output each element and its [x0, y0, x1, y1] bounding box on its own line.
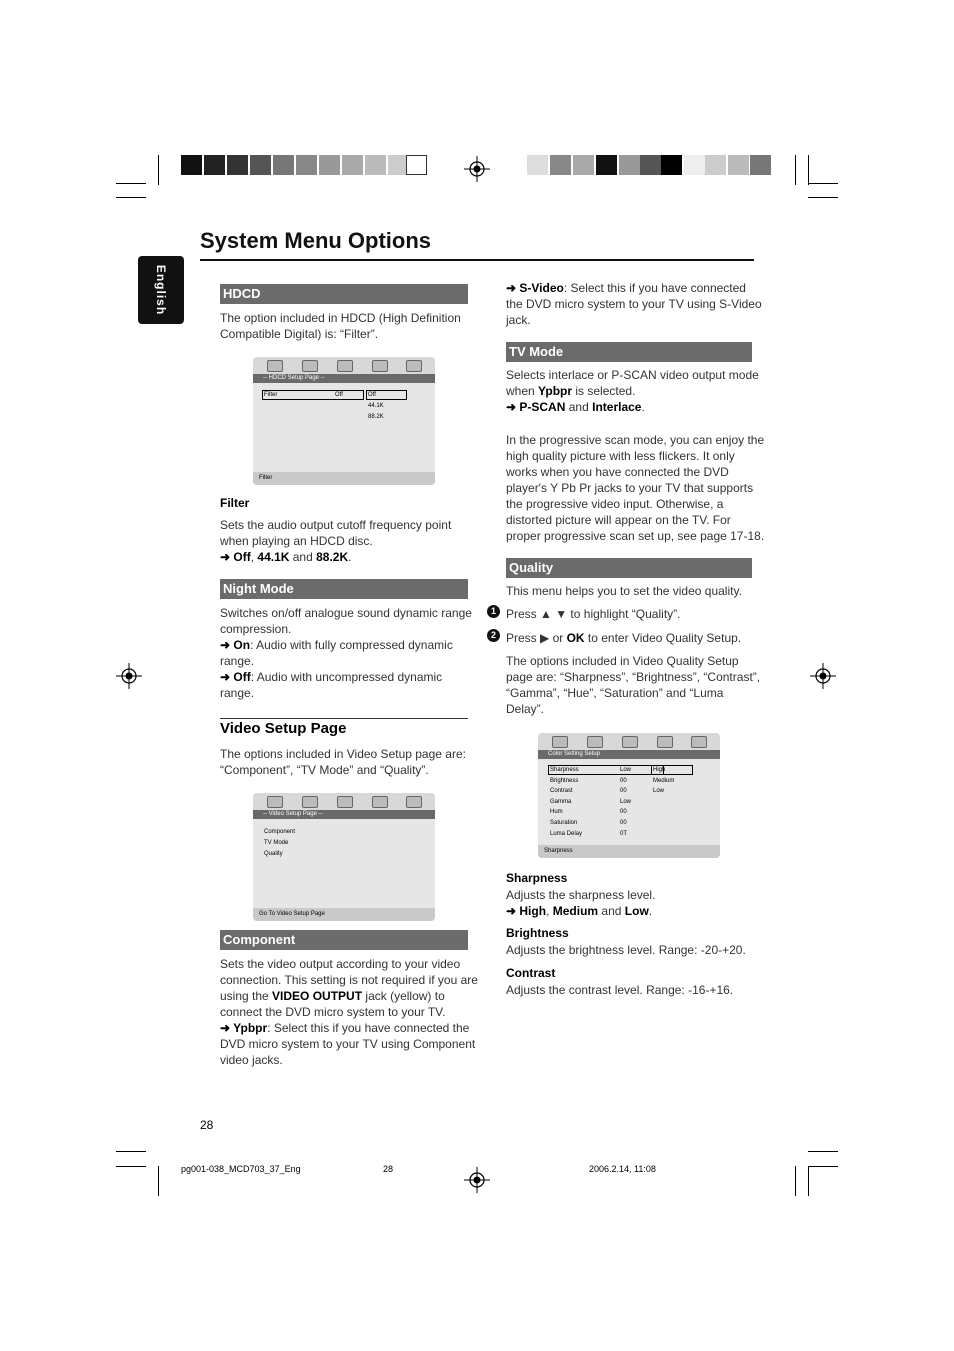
- crop-mark: [116, 183, 146, 184]
- title-rule: [200, 259, 754, 261]
- step-1-badge: 1: [487, 605, 500, 618]
- general-setup-icon: [267, 796, 283, 808]
- crop-mark: [808, 1166, 809, 1196]
- audio-setup-icon: [302, 360, 318, 372]
- video-setup-screen: [253, 793, 435, 921]
- crop-mark: [808, 1151, 838, 1152]
- screen-page-title: Color Setting Setup: [538, 750, 720, 759]
- screen-row-label: Brightness: [550, 778, 579, 784]
- quality-intro: This menu helps you to set the video quality.: [506, 584, 742, 598]
- screen-row-value: Low: [620, 767, 632, 773]
- screen-row-label: Sharpness: [550, 767, 579, 773]
- crop-mark: [158, 155, 159, 185]
- crop-mark: [158, 1166, 159, 1196]
- screen-row-value: Low: [620, 799, 632, 805]
- screen-row-label: Hum: [550, 809, 563, 815]
- sharpness-heading: Sharpness: [506, 871, 568, 885]
- screen-row-label: Luma Delay: [550, 831, 583, 837]
- screen-row-value: Off: [335, 392, 343, 398]
- night-mode-description: Switches on/off analogue sound dynamic range compression. ➜ On: Audio with fully compressed dynamic range. ➜ Off: Audio with uncompressed dynamic range.: [220, 606, 472, 700]
- crop-mark: [795, 155, 796, 185]
- dolby-setup-icon: [337, 360, 353, 372]
- screen-option: Medium: [653, 778, 675, 784]
- screen-option: High: [653, 767, 666, 773]
- general-setup-icon: [267, 360, 283, 372]
- screen-row-value: 00: [620, 778, 627, 784]
- screen-icon-bar: [253, 793, 435, 810]
- section-rule: [220, 718, 468, 719]
- crop-mark: [116, 197, 146, 198]
- video-setup-heading: Video Setup Page: [220, 720, 347, 737]
- hdcd-header: HDCD: [220, 284, 468, 304]
- general-setup-icon: [552, 736, 568, 748]
- screen-row-value: 00: [620, 788, 627, 794]
- color-setting-screen: [538, 733, 720, 858]
- screen-footer: Go To Video Setup Page: [253, 908, 435, 921]
- contrast-heading: Contrast: [506, 966, 556, 980]
- quality-options-text: The options included in Video Quality Setup page are: “Sharpness”, “Brightness”, “Contrast”, “Gamma”, “Hue”, “Saturation” and “Luma Delay”.: [506, 654, 761, 716]
- crop-mark: [116, 1166, 146, 1167]
- brightness-heading: Brightness: [506, 926, 569, 940]
- language-tab-label: English: [154, 264, 168, 316]
- lock-icon: [691, 736, 707, 748]
- video-setup-icon: [657, 736, 673, 748]
- lock-icon: [406, 360, 422, 372]
- filter-description: Sets the audio output cutoff frequency point when playing an HDCD disc. ➜ Off, 44.1K and 88.2K.: [220, 518, 452, 564]
- screen-footer: Filter: [253, 472, 435, 485]
- screen-menu-item: Component: [264, 829, 296, 835]
- footer-date: 2006.2.14, 11:08: [589, 1164, 656, 1174]
- step-2-badge: 2: [487, 629, 500, 642]
- component-description: Sets the video output according to your video connection. This setting is not required if you are using the VIDEO OUTPUT jack (yellow) to connect the DVD micro system to your TV. ➜ Ypbpr: Select this if you have connected the DVD micro system to your TV using Component video jacks.: [220, 957, 478, 1067]
- screen-option: Low: [653, 788, 665, 794]
- audio-setup-icon: [302, 796, 318, 808]
- registration-mark-icon: [116, 663, 142, 689]
- dolby-setup-icon: [622, 736, 638, 748]
- screen-footer: Sharpness: [538, 845, 720, 858]
- screen-menu-item: Quality: [264, 851, 283, 857]
- registration-mark-icon: [464, 156, 490, 182]
- quality-header: Quality: [506, 558, 752, 578]
- tv-mode-header: TV Mode: [506, 342, 752, 362]
- registration-mark-icon: [464, 1167, 490, 1193]
- crop-mark: [795, 1166, 796, 1196]
- lock-icon: [406, 796, 422, 808]
- video-setup-icon: [372, 360, 388, 372]
- screen-page-title: -- HDCD Setup Page --: [253, 374, 435, 383]
- progressive-scan-paragraph: In the progressive scan mode, you can enjoy the high quality picture with less flickers. It only works when you have connected the DVD player's Y Pb Pr jacks to your TV that supports the progressive video input. Otherwise, a distorted picture will appear on the TV. For proper progressive scan set up, see page 17-18.: [506, 433, 765, 543]
- audio-setup-icon: [587, 736, 603, 748]
- hdcd-intro: The option included in HDCD (High Definition Compatible Digital) is: “Filter”.: [220, 311, 461, 341]
- page-number: 28: [200, 1118, 214, 1132]
- screen-option: 88.2K: [368, 414, 384, 420]
- contrast-description: Adjusts the contrast level. Range: -16-+16.: [506, 983, 734, 997]
- screen-row-label: Filter: [264, 392, 278, 398]
- crop-mark: [116, 1151, 146, 1152]
- video-setup-icon: [372, 796, 388, 808]
- screen-row-label: Gamma: [550, 799, 572, 805]
- screen-row-value: 00: [620, 820, 627, 826]
- filter-heading: Filter: [220, 496, 250, 510]
- footer-page: 28: [383, 1164, 394, 1174]
- quality-step-1: Press ▲ ▼ to highlight “Quality”.: [506, 607, 681, 621]
- video-setup-intro: The options included in Video Setup page are: “Component”, “TV Mode” and “Quality”.: [220, 747, 466, 777]
- tv-mode-description: Selects interlace or P-SCAN video output mode when Ypbpr is selected. ➜ P-SCAN and Interlace.: [506, 368, 759, 414]
- screen-option: 44.1K: [368, 403, 384, 409]
- hdcd-setup-screen: [253, 357, 435, 485]
- screen-row-value: 0T: [620, 831, 628, 837]
- crop-mark: [808, 197, 838, 198]
- registration-mark-icon: [810, 663, 836, 689]
- screen-option: Off: [368, 392, 376, 398]
- sharpness-description: Adjusts the sharpness level. ➜ High, Medium and Low.: [506, 888, 656, 918]
- footer-filename: pg001-038_MCD703_37_Eng: [181, 1164, 301, 1174]
- screen-row-label: Saturation: [550, 820, 578, 826]
- page-title: System Menu Options: [200, 228, 432, 253]
- crop-mark: [808, 183, 838, 184]
- screen-page-title: -- Video Setup Page --: [253, 810, 435, 819]
- screen-icon-bar: [538, 733, 720, 750]
- crop-mark: [808, 155, 809, 185]
- screen-row-label: Contrast: [550, 788, 573, 794]
- language-tab: [138, 256, 184, 324]
- crop-mark: [808, 1166, 838, 1167]
- night-mode-header: Night Mode: [220, 579, 468, 599]
- screen-icon-bar: [253, 357, 435, 374]
- brightness-description: Adjusts the brightness level. Range: -20-+20.: [506, 943, 746, 957]
- quality-step-2: Press ▶ or OK to enter Video Quality Setup.: [506, 631, 742, 645]
- screen-menu-item: TV Mode: [264, 840, 289, 846]
- component-header: Component: [220, 930, 468, 950]
- screen-row-value: 00: [620, 809, 627, 815]
- svideo-description: ➜ S-Video: Select this if you have connected the DVD micro system to your TV using S-Video jack.: [506, 281, 762, 327]
- dolby-setup-icon: [337, 796, 353, 808]
